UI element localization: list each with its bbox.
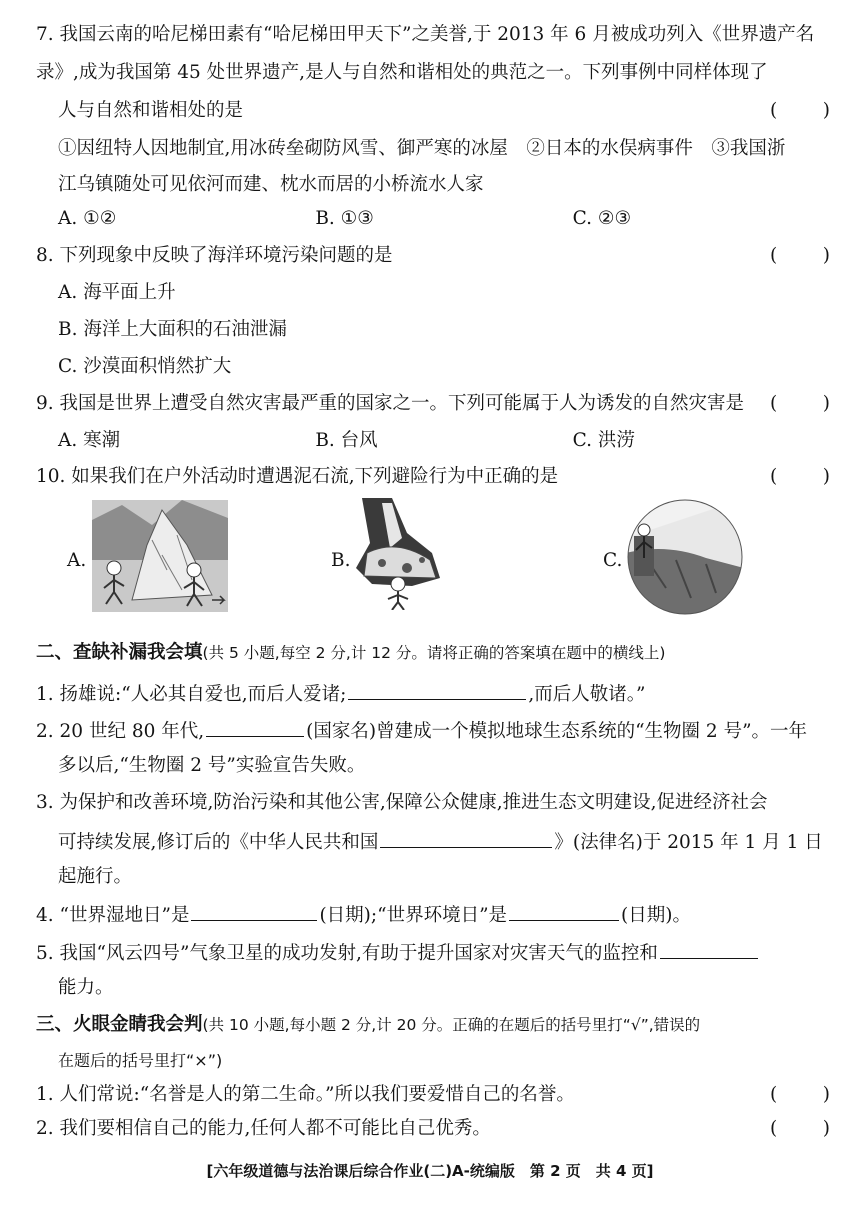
section-2-title: 二、查缺补漏我会填 — [36, 642, 203, 663]
page-footer: [六年级道德与法治课后综合作业(二)A-统编版 第 2 页 共 4 页] — [206, 1162, 654, 1180]
q8-stem — [36, 243, 830, 269]
fill-blank[interactable] — [191, 900, 317, 921]
q7-line-2: 录》,成为我国第 45 处世界遗产,是人与自然和谐相处的典范之一。下列事例中同样体现了 — [36, 62, 768, 83]
q9-stem-text: 9. 我国是世界上遭受自然灾害最严重的国家之一。下列可能属于人为诱发的自然灾害是 — [36, 393, 745, 414]
s2-q2 — [36, 716, 830, 745]
q7-stem-end: 人与自然和谐相处的是 — [58, 100, 244, 121]
s2-q2-cont: 多以后,“生物圈 2 号”实验宣告失败。 — [58, 755, 366, 776]
s2-q2-text-b: (国家名)曾建成一个模拟地球生态系统的“生物圈 2 号”。一年 — [306, 721, 808, 742]
section-3-note: (共 10 小题,每小题 2 分,计 20 分。正确的在题后的括号里打“√”,错误的 — [202, 1016, 701, 1034]
s3-q2-text: 2. 我们要相信自己的能力,任何人都不可能比自己优秀。 — [36, 1118, 491, 1139]
s3-q1 — [36, 1082, 830, 1108]
q9-stem — [36, 391, 830, 417]
section-3-title: 三、火眼金睛我会判 — [36, 1014, 203, 1035]
s2-q1 — [36, 679, 830, 708]
s2-q3-line-3: 起施行。 — [58, 866, 133, 887]
s2-q2-text-a: 2. 20 世纪 80 年代, — [36, 721, 205, 742]
option-b: B. 台风 — [315, 430, 378, 451]
option-a: A. ①② — [58, 208, 117, 229]
s2-q4-text-c: (日期)。 — [621, 905, 691, 926]
q7-line-5: 江乌镇随处可见依河而建、枕水而居的小桥流水人家 — [58, 174, 484, 195]
mudslide-picture-b — [352, 498, 444, 610]
s2-q5-cont: 能力。 — [58, 977, 114, 998]
mudslide-picture-a — [92, 500, 228, 612]
q10-stem — [36, 464, 830, 490]
q8-option-a: A. 海平面上升 — [58, 282, 176, 303]
s2-q4-text-b: (日期);“世界环境日”是 — [319, 905, 508, 926]
fill-blank[interactable] — [206, 716, 304, 737]
answer-parentheses: ( ) — [770, 1084, 830, 1105]
s3-q2 — [36, 1116, 830, 1142]
s2-q4 — [36, 900, 830, 929]
option-c: C. 洪涝 — [572, 430, 635, 451]
q7-options — [58, 206, 830, 232]
fill-blank[interactable] — [348, 679, 526, 700]
s2-q3-text-c: 》(法律名)于 2015 年 1 月 1 日 — [554, 832, 823, 853]
answer-parentheses: ( ) — [770, 393, 830, 414]
s2-q1-text-a: 1. 扬雄说:“人必其自爱也,而后人爱诸; — [36, 684, 347, 705]
q7-line-1: 7. 我国云南的哈尼梯田素有“哈尼梯田甲天下”之美誉,于 2013 年 6 月被成功列入《世界遗产名 — [36, 24, 815, 45]
s2-q5 — [36, 938, 830, 967]
s2-q3-text-b: 可持续发展,修订后的《中华人民共和国 — [58, 832, 379, 853]
option-a: A. 寒潮 — [58, 430, 121, 451]
picture-c-label: C. — [603, 550, 623, 571]
s2-q1-text-b: ,而后人敬诸。” — [528, 684, 646, 705]
fill-blank[interactable] — [660, 938, 758, 959]
fill-blank[interactable] — [380, 827, 552, 848]
section-3-note-cont: 在题后的括号里打“×”) — [58, 1051, 223, 1070]
q10-stem-text: 10. 如果我们在户外活动时遭遇泥石流,下列避险行为中正确的是 — [36, 466, 559, 487]
answer-parentheses: ( ) — [770, 466, 830, 487]
s2-q3-line-2 — [58, 827, 830, 856]
option-b: B. ①③ — [315, 208, 374, 229]
answer-parentheses: ( ) — [770, 245, 830, 266]
answer-parentheses: ( ) — [770, 100, 830, 121]
s2-q3-line-1: 3. 为保护和改善环境,防治污染和其他公害,保障公众健康,推进生态文明建设,促进经济社会 — [36, 792, 768, 813]
mudslide-picture-c — [626, 498, 744, 616]
q7-line-3 — [58, 98, 830, 124]
s2-q4-text-a: 4. “世界湿地日”是 — [36, 905, 190, 926]
picture-a-label: A. — [67, 550, 87, 571]
q7-line-4: ①因纽特人因地制宜,用冰砖垒砌防风雪、御严寒的冰屋 ②日本的水俣病事件 ③我国浙 — [58, 138, 786, 159]
s2-q5-text-a: 5. 我国“风云四号”气象卫星的成功发射,有助于提升国家对灾害天气的监控和 — [36, 943, 658, 964]
q8-option-c: C. 沙漠面积悄然扩大 — [58, 356, 232, 377]
option-c: C. ②③ — [572, 208, 632, 229]
section-2-heading — [36, 640, 830, 666]
answer-parentheses: ( ) — [770, 1118, 830, 1139]
q8-option-b: B. 海洋上大面积的石油泄漏 — [58, 319, 287, 340]
section-3-heading — [36, 1012, 830, 1038]
fill-blank[interactable] — [509, 900, 619, 921]
picture-b-label: B. — [331, 550, 351, 571]
section-2-note: (共 5 小题,每空 2 分,计 12 分。请将正确的答案填在题中的横线上) — [202, 644, 666, 662]
q8-stem-text: 8. 下列现象中反映了海洋环境污染问题的是 — [36, 245, 393, 266]
s3-q1-text: 1. 人们常说:“名誉是人的第二生命。”所以我们要爱惜自己的名誉。 — [36, 1084, 575, 1105]
q9-options — [58, 428, 830, 454]
